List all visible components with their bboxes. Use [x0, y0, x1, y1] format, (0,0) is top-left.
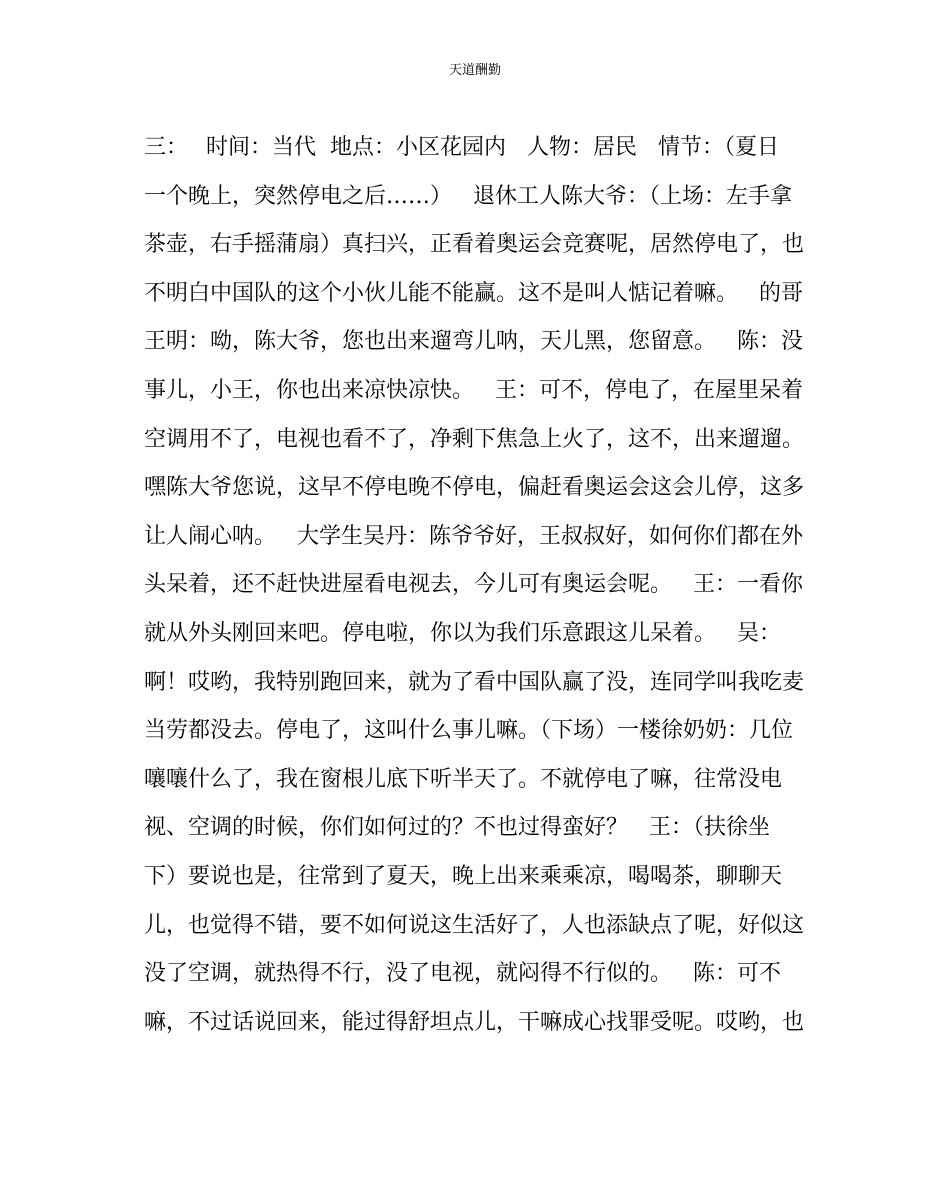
text-line: 三： 时间：当代 地点：小区花园内 人物：居民 情节：（夏日 [144, 135, 779, 160]
text-line: 不明白中国队的这个小伙儿能不能赢。这不是叫人惦记着嘛。 的哥 [144, 280, 803, 306]
text-line: 头呆着，还不赶快进屋看电视去，今儿可有奥运会呢。 王：一看你 [144, 572, 803, 598]
text-line: 一个晚上，突然停电之后……） 退休工人陈大爷：（上场：左手拿 [144, 183, 792, 209]
text-line: 嚷嚷什么了，我在窗根儿底下听半天了。不就停电了嘛，往常没电 [144, 766, 783, 792]
text-line: 让人闹心呐。 大学生吴丹：陈爷爷好，王叔叔好，如何你们都在外 [144, 523, 803, 549]
text-line: 没了空调，就热得不行，没了电视，就闷得不行似的。 陈：可不 [144, 961, 781, 987]
document-body [144, 124, 814, 1047]
text-line: 事儿，小王，你也出来凉快凉快。 王：可不，停电了，在屋里呆着 [144, 377, 803, 403]
text-line: 茶壶，右手摇蒲扇）真扫兴，正看着奥运会竞赛呢，居然停电了，也 [144, 232, 805, 258]
text-line: 空调用不了，电视也看不了，净剩下焦急上火了，这不，出来遛遛。 [144, 426, 805, 452]
text-line: 当劳都没去。停电了，这叫什么事儿嘛。（下场）一楼徐奶奶：几位 [144, 718, 794, 744]
text-line: 视、空调的时候，你们如何过的？不也过得蛮好？ 王：（扶徐坐 [144, 815, 770, 841]
text-line: 嘛，不过话说回来，能过得舒坦点儿，干嘛成心找罪受呢。哎哟，也 [144, 1009, 805, 1035]
text-line: 就从外头刚回来吧。停电啦，你以为我们乐意跟这儿呆着。 吴： [144, 620, 781, 646]
text-line: 儿，也觉得不错，要不如何说这生活好了，人也添缺点了呢，好似这 [144, 912, 805, 938]
text-line: 啊！哎哟，我特别跑回来，就为了看中国队赢了没，连同学叫我吃麦 [144, 669, 805, 695]
text-line: 嘿陈大爷您说，这早不停电晚不停电，偏赶看奥运会这会儿停，这多 [144, 475, 805, 501]
header-text: 天道酬勤 [448, 63, 501, 78]
page-header [0, 62, 950, 80]
text-line: 王明：呦，陈大爷，您也出来遛弯儿呐，天儿黑，您留意。 陈：没 [144, 329, 803, 355]
text-line: 下）要说也是，往常到了夏天，晚上出来乘乘凉，喝喝茶，聊聊天 [144, 863, 783, 889]
